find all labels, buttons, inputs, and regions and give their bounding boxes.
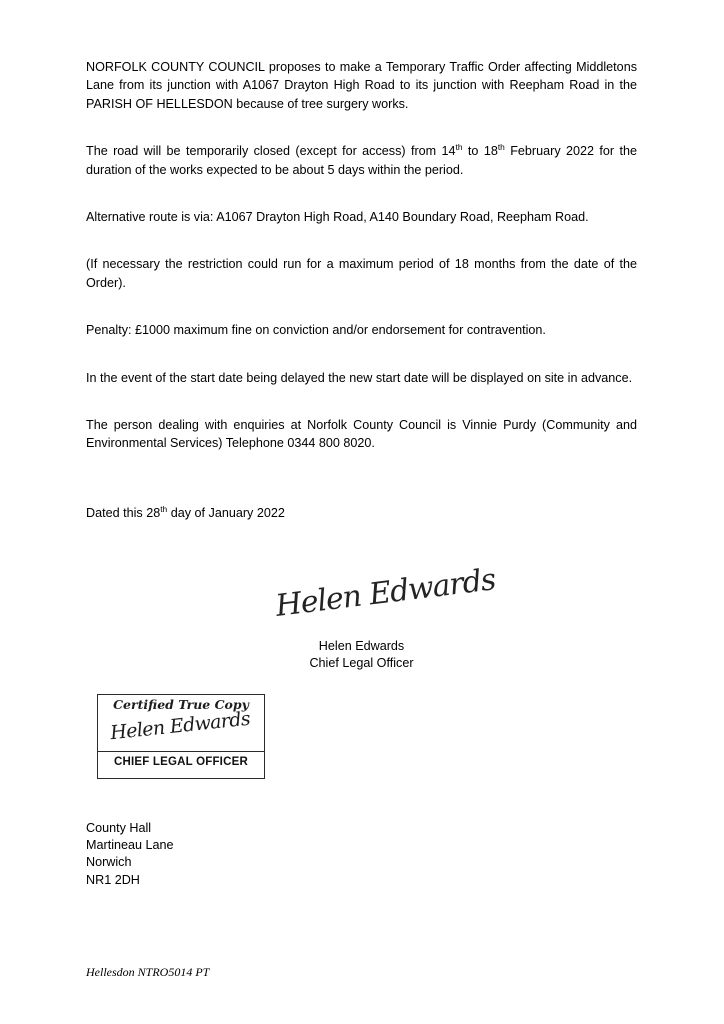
address-line-1: County Hall [86,821,152,835]
signature-block [86,562,637,680]
closure-text-1: The road will be temporarily closed (except for access) from 14 [86,144,456,159]
dated-line [86,504,637,522]
paragraph-enquiries: The person dealing with enquiries at Norfolk County Council is Vinnie Purdy (Community and Environmental Services) Telephone 0344 800 8020. [86,418,637,451]
address-line-2: Martineau Lane [86,838,174,853]
address-line-3: Norwich [86,855,132,870]
stamp-heading: Certified True Copy [113,697,249,712]
closure-text-2: to 18 [462,144,498,159]
signatory-name: Helen Edwards [318,639,405,653]
closure-text-3: February 2022 for the duration of the works expected to be about 5 days within the period. [86,144,638,177]
footer-reference: Hellesdon NTRO5014 PT [86,965,210,979]
closure-ordinal-2: th [497,142,505,153]
closure-ordinal-1: th [455,142,463,153]
dated-ordinal: th [160,504,168,515]
paragraph-delay-notice: In the event of the start date being delayed the new start date will be displayed on site in advance. [86,370,633,385]
stamp-officer-title: CHIEF LEGAL OFFICER [114,756,248,768]
signature-mark: Helen Edwards [273,562,498,624]
address-line-4: NR1 2DH [86,872,140,887]
paragraph-alternative-route: Alternative route is via: A1067 Drayton High Road, A140 Boundary Road, Reepham Road. [86,210,589,225]
paragraph-penalty: Penalty: £1000 maximum fine on conviction and/or endorsement for contravention. [86,323,546,338]
certified-true-copy-stamp [97,694,265,779]
document-body [86,58,637,535]
paragraph-proposal: NORFOLK COUNTY COUNCIL proposes to make a Temporary Traffic Order affecting Middletons Lane from its junction with A1067 Drayton High Road to its junction with Reepham Road in the PARISH OF HELLESDON because of tree surgery works. [86,60,637,111]
stamp-signature-mark: Helen Edwards [109,707,252,745]
address-block [86,820,174,889]
dated-suffix: day of January 2022 [167,506,285,521]
stamp-divider [98,751,264,752]
paragraph-closure [86,142,637,179]
paragraph-duration: (If necessary the restriction could run for a maximum period of 18 months from the date of the Order). [86,257,637,290]
signatory-title: Chief Legal Officer [309,656,414,670]
dated-prefix: Dated this 28 [86,506,161,521]
